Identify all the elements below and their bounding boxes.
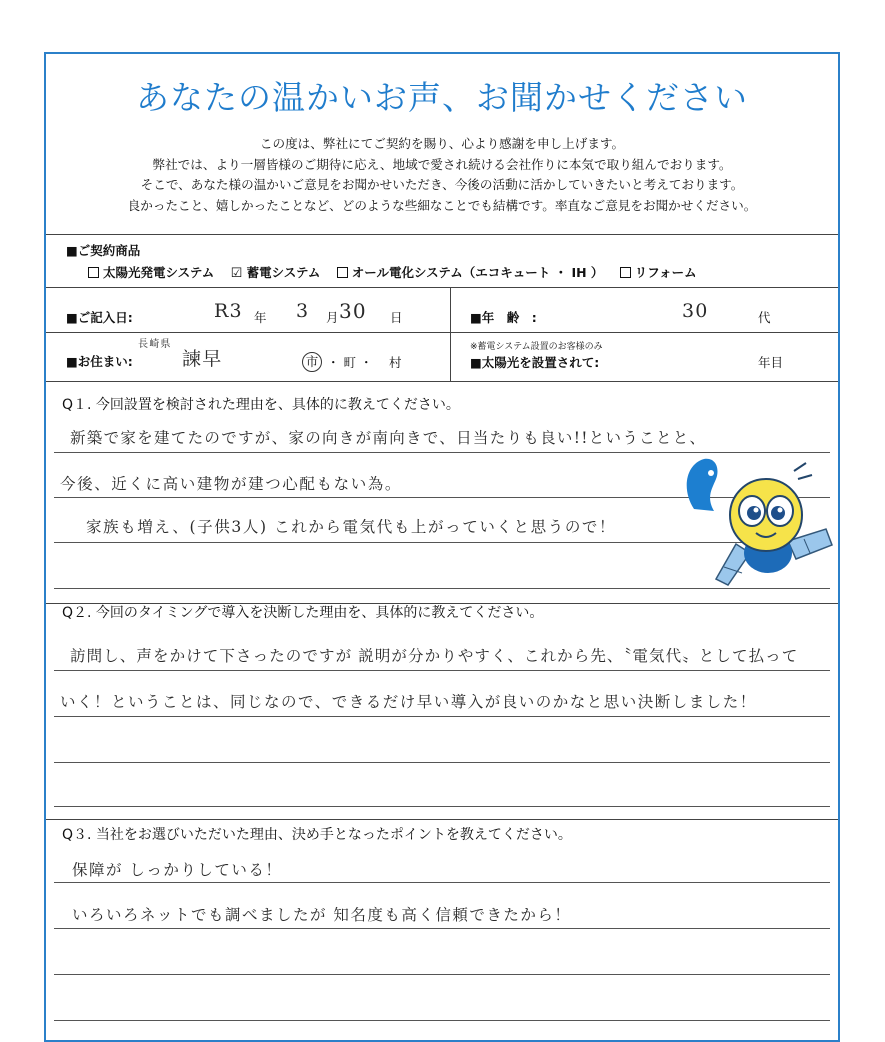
survey-form (44, 52, 840, 1042)
answer-2-line-2: いく！ということは、同じなので、できるだけ早い導入が良いのかなと思い決断しました！ (60, 693, 757, 711)
answer-3-line-1: 保障が しっかりしている！ (72, 861, 283, 879)
answer-1-line-2: 今後、近くに高い建物が建つ心配もない為。 (60, 475, 403, 493)
divider (46, 332, 838, 333)
answer-rule (54, 670, 830, 671)
date-day: 30 (339, 299, 367, 323)
product-option[interactable]: オール電化システム（エコキュート ・ IH ） (337, 265, 604, 280)
divider (46, 819, 838, 820)
form-title: あなたの温かいお声、お聞かせください (136, 78, 748, 117)
answer-rule (54, 762, 830, 763)
checkbox-icon[interactable] (88, 267, 99, 278)
answer-rule (54, 882, 830, 883)
answer-3-line-2: いろいろネットでも調べましたが 知名度も高く信頼できたから！ (72, 906, 572, 924)
date-year: R3 (214, 300, 243, 322)
date-month: 3 (296, 300, 310, 322)
checkbox-icon[interactable] (620, 267, 631, 278)
intro-line: 良かったこと、嬉しかったことなど、どのような些細なことでも結構です。率直なご意見をお聞かせください。 (127, 197, 757, 213)
solar-note: ※蓄電システム設置のお客様のみ (470, 342, 603, 352)
question-3: Q３. 当社をお選びいただいた理由、決め手となったポイントを教えてください。 (62, 827, 572, 843)
answer-rule (54, 974, 830, 975)
divider (46, 234, 838, 235)
address-prefecture: 長崎県 (138, 339, 172, 350)
answer-rule (54, 928, 830, 929)
answer-2-line-1: 訪問し、声をかけて下さったのですが 説明が分かりやすく、これから先、〝電気代〟として払って (70, 647, 799, 665)
question-2: Q２. 今回のタイミングで導入を決断した理由を、具体的に教えてください。 (62, 605, 544, 621)
mascot-illustration (676, 449, 836, 599)
address-city: 諫早 (182, 348, 223, 370)
date-month-unit: 月 (326, 310, 339, 325)
intro-line: この度は、弊社にてご契約を賜り、心より感謝を申し上げます。 (259, 136, 625, 151)
answer-rule (54, 806, 830, 807)
date-year-unit: 年 (254, 310, 267, 325)
solar-label: ■太陽光を設置されて: (470, 355, 600, 370)
date-day-unit: 日 (390, 310, 403, 325)
address-town-type: ・ 町 ・ (327, 355, 373, 370)
date-label: ■ご記入日: (66, 310, 133, 325)
intro-line: 弊社では、より一層皆様のご期待に応え、地域で愛され続ける会社作りに本気で取り組んでおります。 (152, 156, 732, 172)
products-label: ■ご契約商品 (66, 243, 141, 258)
answer-rule (54, 1020, 830, 1021)
age-value: 30 (682, 300, 709, 322)
checked-checkbox-icon[interactable]: ☑ (230, 266, 243, 281)
divider (46, 287, 838, 288)
intro-text (46, 134, 838, 216)
answer-1-line-1: 新築で家を建てたのですが、家の向きが南向きで、日当たりも良い!!ということと、 (70, 429, 707, 447)
age-unit: 代 (758, 310, 771, 325)
question-1: Q１. 今回設置を検討された理由を、具体的に教えてください。 (62, 397, 460, 413)
solar-unit: 年目 (758, 355, 784, 370)
answer-1-line-3: 家族も増え、(子供3人) これから電気代も上がっていくと思うので！ (86, 518, 617, 536)
divider (450, 287, 451, 381)
answer-rule (54, 716, 830, 717)
product-option[interactable]: リフォーム (620, 265, 697, 280)
product-option[interactable]: ☑ 蓄電システム (230, 265, 321, 281)
intro-line: そこで、あなた様の温かいご意見をお聞かせいただき、今後の活動に活かしていきたいと考えております。 (140, 177, 744, 192)
product-options (88, 263, 697, 281)
age-label: ■年 齢 : (470, 310, 537, 325)
address-label: ■お住まい: (66, 354, 133, 369)
product-option[interactable]: 太陽光発電システム (88, 265, 214, 280)
address-village-type: 村 (389, 355, 402, 370)
address-city-type: 市 (302, 352, 322, 372)
checkbox-icon[interactable] (337, 267, 348, 278)
divider (46, 381, 838, 382)
